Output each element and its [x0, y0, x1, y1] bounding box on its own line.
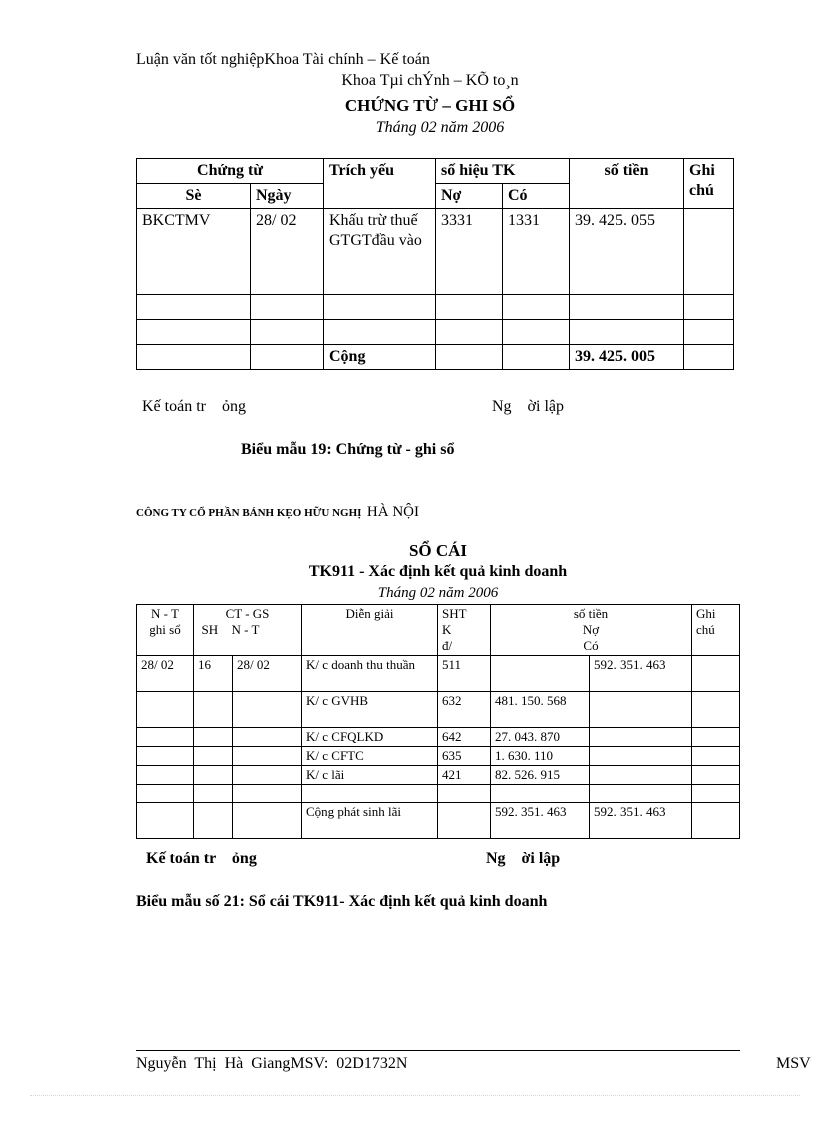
- ledger-title: SỔ CÁI: [408, 541, 468, 560]
- cell: K/ c CFQLKD: [302, 728, 438, 747]
- cell: [692, 803, 740, 839]
- company-name: [136, 504, 419, 521]
- cell: [590, 692, 692, 728]
- cell: [137, 803, 194, 839]
- cell: [692, 766, 740, 785]
- col-ghichu: Ghi chú: [684, 159, 734, 209]
- col-sohieutk: số hiệu TK: [436, 159, 570, 184]
- cell: [137, 728, 194, 747]
- cell-trichyeu: Khấu trừ thuế GTGTđầu vào: [324, 209, 436, 295]
- col-co-label: Có: [583, 638, 599, 653]
- table-row: [137, 209, 734, 295]
- voucher-date: Tháng 02 năm 2006: [375, 119, 505, 136]
- voucher-table: [136, 158, 734, 370]
- col-no: Nợ: [436, 184, 503, 209]
- voucher-caption: Biểu mẫu 19: Chứng từ - ghi sổ: [241, 441, 455, 458]
- voucher-title: CHỨNG TỪ – GHI SỔ: [344, 96, 516, 115]
- cell: [137, 692, 194, 728]
- running-subtitle: Khoa Tµi chÝnh – KÕ to¸n: [341, 72, 519, 89]
- col-chungtu: Chứng từ: [137, 159, 324, 184]
- table-row: [137, 766, 740, 785]
- ledger-subtitle: TK911 - Xác định kết quả kinh doanh: [308, 563, 568, 580]
- cell: [137, 766, 194, 785]
- cell: [491, 656, 590, 692]
- cell: 16: [194, 656, 233, 692]
- page-bottom-dots: [30, 1095, 800, 1096]
- ledger-preparer-signature: Ng ời lập: [486, 850, 561, 867]
- col-nt2-label: N - T: [231, 622, 260, 637]
- table-row: [137, 747, 740, 766]
- cell-ngay: 28/ 02: [251, 209, 324, 295]
- cell-co: 1331: [503, 209, 570, 295]
- col-nt: [137, 605, 194, 656]
- ledger-chief-accountant-signature: Kế toán tr ỏng: [146, 850, 257, 867]
- table-row: [137, 728, 740, 747]
- total-label: Cộng: [324, 345, 436, 370]
- cell: 28/ 02: [233, 656, 302, 692]
- cell: [692, 692, 740, 728]
- total-value: 39. 425. 005: [570, 345, 684, 370]
- col-ngay: Ngày: [251, 184, 324, 209]
- cell: [194, 747, 233, 766]
- table-row: [137, 295, 734, 320]
- cell-so: BKCTMV: [137, 209, 251, 295]
- cell: 592. 351. 463: [491, 803, 590, 839]
- cell-sotien: 39. 425. 055: [570, 209, 684, 295]
- col-sotien-label: số tiền: [573, 606, 609, 621]
- running-header: Luận văn tốt nghiệpKhoa Tài chính – Kế toán: [136, 51, 430, 68]
- footer-author: Nguyễn Thị Hà GiangMSV: 02D1732N: [136, 1055, 408, 1072]
- col-diengiai: Diễn giải: [302, 605, 438, 656]
- col-co: Có: [503, 184, 570, 209]
- cell: [233, 692, 302, 728]
- company-city: HÀ NỘI: [366, 504, 419, 520]
- table-row: [137, 656, 740, 692]
- cell: [233, 728, 302, 747]
- cell: [137, 747, 194, 766]
- col-ghichu: [692, 605, 740, 656]
- company-name-text: CÔNG TY CỔ PHẦN BÁNH KẸO HỮU NGHỊ: [136, 507, 362, 519]
- table-row: [137, 692, 740, 728]
- ledger-table: [136, 604, 740, 839]
- col-du-label: đ/: [442, 638, 453, 653]
- cell: 27. 043. 870: [491, 728, 590, 747]
- cell: [233, 803, 302, 839]
- col-sht: [438, 605, 491, 656]
- footer-msv: MSV: [776, 1055, 811, 1072]
- col-k-label: K: [442, 622, 452, 637]
- col-nt-label: N - T: [151, 606, 179, 621]
- cell: K/ c lãi: [302, 766, 438, 785]
- col-sh-label: SH: [201, 622, 219, 637]
- cell: 82. 526. 915: [491, 766, 590, 785]
- preparer-signature: Ng ời lập: [492, 398, 565, 415]
- cell: 592. 351. 463: [590, 803, 692, 839]
- cell-ghichu: [684, 209, 734, 295]
- cell: [194, 766, 233, 785]
- cell: [590, 728, 692, 747]
- total-row: [137, 345, 734, 370]
- cell: [194, 692, 233, 728]
- cell: [692, 728, 740, 747]
- ledger-date: Tháng 02 năm 2006: [377, 585, 499, 601]
- col-so: Sè: [137, 184, 251, 209]
- col-ghi-label: Ghi: [696, 606, 716, 621]
- cell-no: 3331: [436, 209, 503, 295]
- cell: Cộng phát sinh lãi: [302, 803, 438, 839]
- ledger-caption: Biểu mẫu số 21: Sổ cái TK911- Xác định kết quả kinh doanh: [136, 893, 548, 910]
- cell: [194, 803, 233, 839]
- table-row: [137, 803, 740, 839]
- cell: K/ c CFTC: [302, 747, 438, 766]
- cell: [692, 656, 740, 692]
- cell: [590, 766, 692, 785]
- col-ghiso-label: ghi sổ: [149, 622, 181, 637]
- col-ctgs-label: CT - GS: [225, 606, 270, 621]
- footer-rule: [136, 1050, 740, 1051]
- table-row: [137, 785, 740, 803]
- cell: 481. 150. 568: [491, 692, 590, 728]
- cell: [438, 803, 491, 839]
- cell: [590, 747, 692, 766]
- cell: [233, 766, 302, 785]
- cell: K/ c GVHB: [302, 692, 438, 728]
- cell: [233, 747, 302, 766]
- cell: 592. 351. 463: [590, 656, 692, 692]
- col-sotien: [491, 605, 692, 656]
- col-sht-label: SHT: [442, 606, 467, 621]
- col-ctgs: [194, 605, 302, 656]
- cell: K/ c doanh thu thuần: [302, 656, 438, 692]
- col-no-label: Nợ: [582, 622, 600, 637]
- cell: 642: [438, 728, 491, 747]
- cell: 421: [438, 766, 491, 785]
- cell: [194, 728, 233, 747]
- cell: 28/ 02: [137, 656, 194, 692]
- cell: 635: [438, 747, 491, 766]
- col-sotien: số tiền: [570, 159, 684, 209]
- col-trichyeu: Trích yếu: [324, 159, 436, 209]
- cell: 632: [438, 692, 491, 728]
- cell: 1. 630. 110: [491, 747, 590, 766]
- chief-accountant-signature: Kế toán tr ỏng: [142, 398, 246, 415]
- cell: 511: [438, 656, 491, 692]
- col-chu-label: chú: [696, 622, 715, 637]
- table-row: [137, 320, 734, 345]
- cell: [692, 747, 740, 766]
